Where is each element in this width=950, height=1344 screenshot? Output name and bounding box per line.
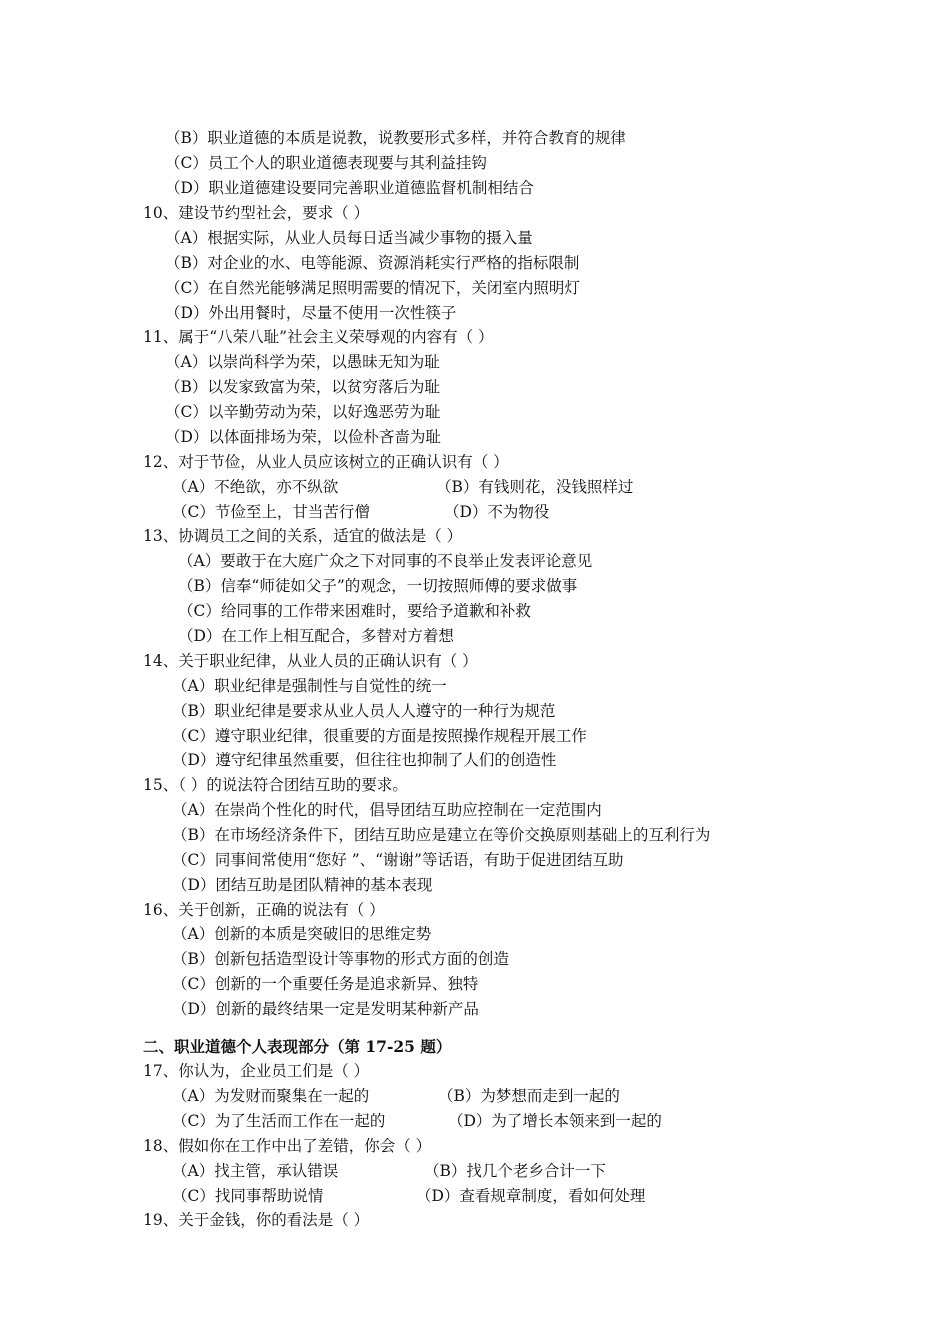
q17-option-b: （B）为梦想而走到一起的	[438, 1087, 620, 1105]
q13-option-a: （A）要敢于在大庭广众之下对同事的不良举止发表评论意见	[178, 552, 593, 570]
question-16: 16、关于创新，正确的说法有（ ）	[143, 901, 385, 919]
q10-option-b: （B）对企业的水、电等能源、资源消耗实行严格的指标限制	[165, 254, 580, 272]
question-10: 10、建设节约型社会，要求（ ）	[143, 204, 370, 222]
q14-option-d: （D）遵守纪律虽然重要，但往往也抑制了人们的创造性	[172, 751, 557, 769]
q18-option-a: （A）找主管，承认错误	[172, 1162, 339, 1180]
q13-option-b: （B）信奉“师徒如父子”的观念，一切按照师傅的要求做事	[178, 577, 578, 595]
q9-option-c: （C）员工个人的职业道德表现要与其利益挂钩	[165, 154, 487, 172]
q18-option-d: （D）查看规章制度，看如何处理	[416, 1187, 646, 1205]
q17-option-c: （C）为了生活而工作在一起的	[172, 1112, 386, 1130]
q15-option-a: （A）在崇尚个性化的时代，倡导团结互助应控制在一定范围内	[172, 801, 602, 819]
q17-option-d: （D）为了增长本领来到一起的	[448, 1112, 662, 1130]
q11-option-a: （A）以崇尚科学为荣，以愚昧无知为耻	[165, 353, 440, 371]
question-18: 18、假如你在工作中出了差错，你会（ ）	[143, 1137, 432, 1155]
question-14: 14、关于职业纪律，从业人员的正确认识有（ ）	[143, 652, 478, 670]
q15-option-d: （D）团结互助是团队精神的基本表现	[172, 876, 433, 894]
q16-option-a: （A）创新的本质是突破旧的思维定势	[172, 925, 432, 943]
question-12: 12、对于节俭，从业人员应该树立的正确认识有（ ）	[143, 453, 509, 471]
q12-option-b: （B）有钱则花，没钱照样过	[436, 478, 634, 496]
q9-option-b: （B）职业道德的本质是说教，说教要形式多样，并符合教育的规律	[165, 129, 626, 147]
q10-option-d: （D）外出用餐时，尽量不使用一次性筷子	[165, 304, 457, 322]
q12-option-a: （A）不绝欲，亦不纵欲	[172, 478, 339, 496]
question-15: 15、（ ）的说法符合团结互助的要求。	[143, 776, 408, 794]
q14-option-c: （C）遵守职业纪律，很重要的方面是按照操作规程开展工作	[172, 727, 587, 745]
q15-option-c: （C）同事间常使用“您好 ”、“谢谢”等话语，有助于促进团结互助	[172, 851, 624, 869]
q14-option-a: （A）职业纪律是强制性与自觉性的统一	[172, 677, 447, 695]
q12-option-c: （C）节俭至上，甘当苦行僧	[172, 503, 370, 521]
q11-option-b: （B）以发家致富为荣，以贫穷落后为耻	[165, 378, 440, 396]
q15-option-b: （B）在市场经济条件下，团结互助应是建立在等价交换原则基础上的互利行为	[172, 826, 711, 844]
q13-option-c: （C）给同事的工作带来困难时，要给予道歉和补救	[178, 602, 531, 620]
question-13: 13、协调员工之间的关系，适宜的做法是（ ）	[143, 527, 463, 545]
q14-option-b: （B）职业纪律是要求从业人员人人遵守的一种行为规范	[172, 702, 556, 720]
question-19: 19、关于金钱，你的看法是（ ）	[143, 1211, 370, 1229]
q18-option-c: （C）找同事帮助说情	[172, 1187, 324, 1205]
q16-option-c: （C）创新的一个重要任务是追求新异、独特	[172, 975, 479, 993]
q16-option-d: （D）创新的最终结果一定是发明某种新产品	[172, 1000, 479, 1018]
q9-option-d: （D）职业道德建设要同完善职业道德监督机制相结合	[165, 179, 534, 197]
q12-option-d: （D）不为物役	[444, 503, 550, 521]
q11-option-c: （C）以辛勤劳动为荣，以好逸恶劳为耻	[165, 403, 441, 421]
question-17: 17、你认为，企业员工们是（ ）	[143, 1062, 370, 1080]
q18-option-b: （B）找几个老乡合计一下	[424, 1162, 606, 1180]
question-11: 11、属于“八荣八耻”社会主义荣辱观的内容有（ ）	[143, 328, 494, 346]
q16-option-b: （B）创新包括造型设计等事物的形式方面的创造	[172, 950, 509, 968]
q13-option-d: （D）在工作上相互配合，多替对方着想	[178, 627, 454, 645]
section-heading: 二、职业道德个人表现部分（第 17-25 题）	[143, 1037, 452, 1056]
q17-option-a: （A）为发财而聚集在一起的	[172, 1087, 370, 1105]
q11-option-d: （D）以体面排场为荣，以俭朴吝啬为耻	[165, 428, 441, 446]
q10-option-c: （C）在自然光能够满足照明需要的情况下，关闭室内照明灯	[165, 279, 580, 297]
q10-option-a: （A）根据实际，从业人员每日适当减少事物的摄入量	[165, 229, 533, 247]
